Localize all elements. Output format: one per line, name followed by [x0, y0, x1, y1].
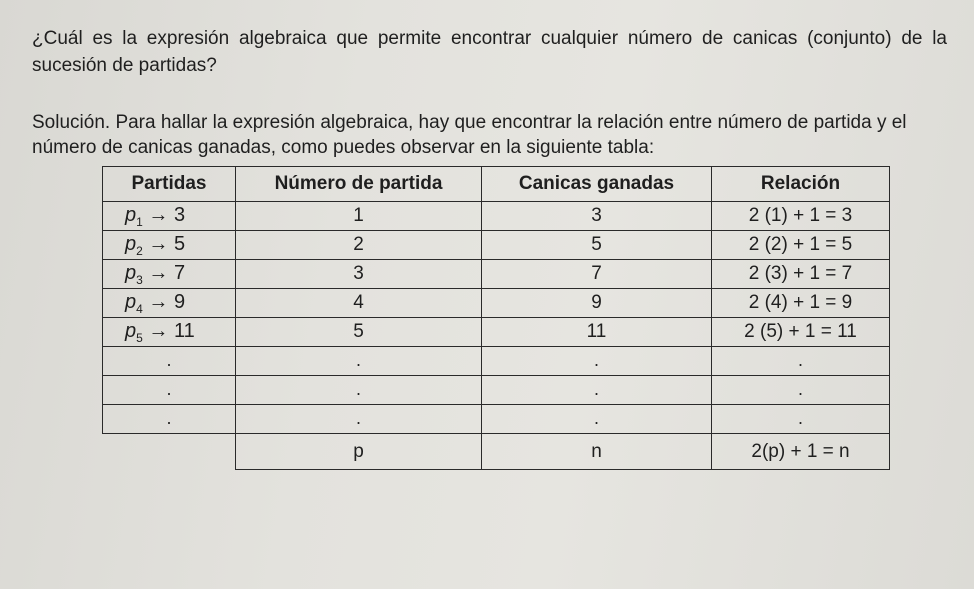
numero-cell: 5 [236, 318, 482, 347]
header-partidas: Partidas [103, 167, 236, 202]
table-row-ellipsis [103, 405, 890, 434]
table-row-ellipsis [103, 376, 890, 405]
dot-cell: . [712, 376, 890, 405]
table-row [103, 202, 890, 231]
canicas-general-cell: n [482, 434, 712, 470]
question-text: ¿Cuál es la expresión algebraica que permite encontrar cualquier número de canicas (conjunto) de la sucesión de partidas? [32, 28, 947, 76]
relacion-cell: 2 (5) + 1 = 11 [712, 318, 890, 347]
numero-cell: 1 [236, 202, 482, 231]
partida-cell: $p_4 \to 9$ [103, 289, 236, 318]
dot-cell: . [103, 405, 236, 434]
header-relacion: Relación [712, 167, 890, 202]
table-row [103, 318, 890, 347]
relacion-cell: 2 (1) + 1 = 3 [712, 202, 890, 231]
numero-cell: 4 [236, 289, 482, 318]
canicas-cell: 9 [482, 289, 712, 318]
canicas-cell: 7 [482, 260, 712, 289]
dot-cell: . [482, 376, 712, 405]
dot-cell: . [103, 376, 236, 405]
partida-cell: $p_3 \to 7$ [103, 260, 236, 289]
relacion-general-cell: 2(p) + 1 = n [712, 434, 890, 470]
table-row [103, 289, 890, 318]
dot-cell: . [236, 347, 482, 376]
table-row [103, 260, 890, 289]
dot-cell: . [236, 376, 482, 405]
dot-cell: . [103, 347, 236, 376]
dot-cell: . [482, 347, 712, 376]
numero-cell: 3 [236, 260, 482, 289]
table-row-ellipsis [103, 347, 890, 376]
relacion-cell: 2 (4) + 1 = 9 [712, 289, 890, 318]
relacion-cell: 2 (3) + 1 = 7 [712, 260, 890, 289]
relation-table [102, 166, 890, 470]
canicas-cell: 3 [482, 202, 712, 231]
table-row-general [103, 434, 890, 470]
numero-cell: 2 [236, 231, 482, 260]
table-row [103, 231, 890, 260]
partida-cell: $p_5 \to 11$ [103, 318, 236, 347]
numero-general-cell: p [236, 434, 482, 470]
table-header-row [103, 167, 890, 202]
dot-cell: . [712, 347, 890, 376]
dot-cell: . [712, 405, 890, 434]
partida-cell: $p_2 \to 5$ [103, 231, 236, 260]
canicas-cell: 5 [482, 231, 712, 260]
dot-cell: . [482, 405, 712, 434]
empty-cell [103, 434, 236, 470]
solution-text: Solución. Para hallar la expresión algebraica, hay que encontrar la relación entre número de partida y el número de canicas ganadas, como puedes observar en la siguiente tabla: [32, 112, 907, 158]
header-numero-partida: Número de partida [236, 167, 482, 202]
relacion-cell: 2 (2) + 1 = 5 [712, 231, 890, 260]
canicas-cell: 11 [482, 318, 712, 347]
dot-cell: . [236, 405, 482, 434]
header-canicas-ganadas: Canicas ganadas [482, 167, 712, 202]
partida-cell: $p_1 \to 3$ [103, 202, 236, 231]
